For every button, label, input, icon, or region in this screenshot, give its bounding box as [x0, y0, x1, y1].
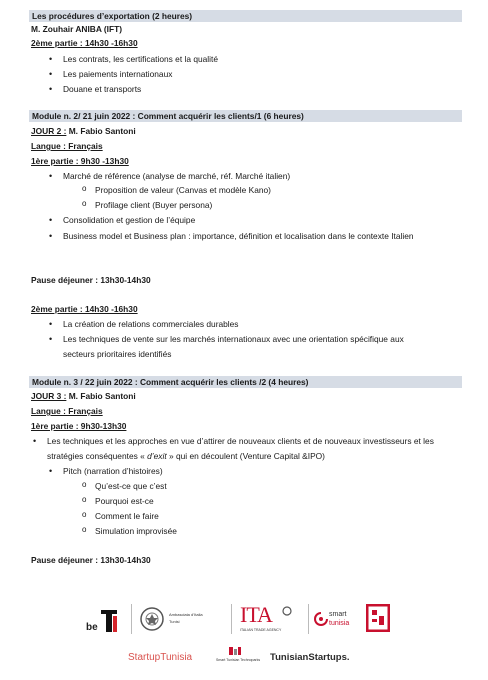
sub-list-item: o Proposition de valeur (Canvas et modèle Kano): [95, 185, 271, 195]
bet-mark-icon: [98, 608, 122, 634]
module2-part2: 2ème partie : 14h30 -16h30: [31, 304, 138, 314]
module3-part1: 1ère partie : 9h30-13h30: [31, 421, 127, 431]
ita-swirl-icon: [282, 606, 292, 616]
module2-lunch: Pause déjeuner : 13h30-14h30: [31, 275, 151, 285]
smart-tunisia-logo: smart tunisia: [312, 606, 360, 636]
divider: [308, 604, 309, 634]
list-item: • Consolidation et gestion de l’équipe: [63, 215, 195, 225]
ambassade-logo: Ambasciata d’Italia Tunisi: [139, 606, 219, 636]
module3-day: JOUR 3 : M. Fabio Santoni: [31, 391, 136, 401]
list-item: • Business model et Business plan : importance, définition et localisation dans le contexte Italien: [63, 231, 414, 241]
italy-emblem-icon: [139, 606, 165, 632]
divider: [231, 604, 232, 634]
export-part2: 2ème partie : 14h30 -16h30: [31, 38, 138, 48]
list-item-continuation: stratégies conséquentes « d’exit » qui en découlent (Venture Capital &IPO): [47, 451, 325, 461]
sub-list-item: o Comment le faire: [95, 511, 159, 521]
list-item: • Douane et transports: [63, 84, 141, 94]
list-item: • Les techniques et les approches en vue d’attirer de nouveaux clients et de nouveaux investisseurs et les: [47, 436, 434, 446]
module2-language: Langue : Français: [31, 141, 103, 151]
module2-part1: 1ère partie : 9h30 -13h30: [31, 156, 129, 166]
module3-language: Langue : Français: [31, 406, 103, 416]
list-item: • Les contrats, les certifications et la qualité: [63, 54, 218, 64]
ita-logo: ITA ITALIAN TRADE AGENCY: [240, 602, 300, 636]
smart-tunisia-mark-icon: [314, 612, 328, 626]
export-speaker: M. Zouhair ANIBA (IFT): [31, 24, 123, 34]
sub-list-item: o Qu’est-ce que c’est: [95, 481, 167, 491]
list-item-continuation: secteurs prioritaires identifiés: [63, 349, 172, 359]
list-item: • Pitch (narration d’histoires): [63, 466, 163, 476]
section-header-export: Les procédures d’exportation (2 heures): [29, 10, 462, 22]
list-item: • Les paiements internationaux: [63, 69, 172, 79]
red-square-emblem-icon: [366, 604, 390, 632]
list-item: • Les techniques de vente sur les marchés internationaux avec une orientation spécifique aux: [63, 334, 404, 344]
module2-day: JOUR 2 : M. Fabio Santoni: [31, 126, 136, 136]
technoparks-mark-icon: [228, 646, 242, 656]
smart-tunisian-technoparks-logo: Smart Tunisian Technoparks: [216, 646, 256, 670]
divider: [131, 604, 132, 634]
module3-header: Module n. 3 / 22 juin 2022 : Comment acquérir les clients /2 (4 heures): [29, 376, 462, 388]
be-logo: be: [86, 608, 126, 638]
sub-list-item: o Profilage client (Buyer persona): [95, 200, 212, 210]
tunisian-emblem-logo: [366, 604, 390, 634]
list-item: • Marché de référence (analyse de marché, réf. Marché italien): [63, 171, 290, 181]
list-item: • La création de relations commerciales durables: [63, 319, 239, 329]
partner-logos: [0, 596, 488, 680]
sub-list-item: o Simulation improvisée: [95, 526, 177, 536]
module3-lunch: Pause déjeuner : 13h30-14h30: [31, 555, 151, 565]
tunisian-startups-logo: TunisianStartups.: [270, 652, 350, 663]
sub-list-item: o Pourquoi est-ce: [95, 496, 154, 506]
startup-tunisia-logo: StartupTunisia: [128, 652, 193, 663]
module2-header: Module n. 2/ 21 juin 2022 : Comment acquérir les clients/1 (6 heures): [29, 110, 462, 122]
